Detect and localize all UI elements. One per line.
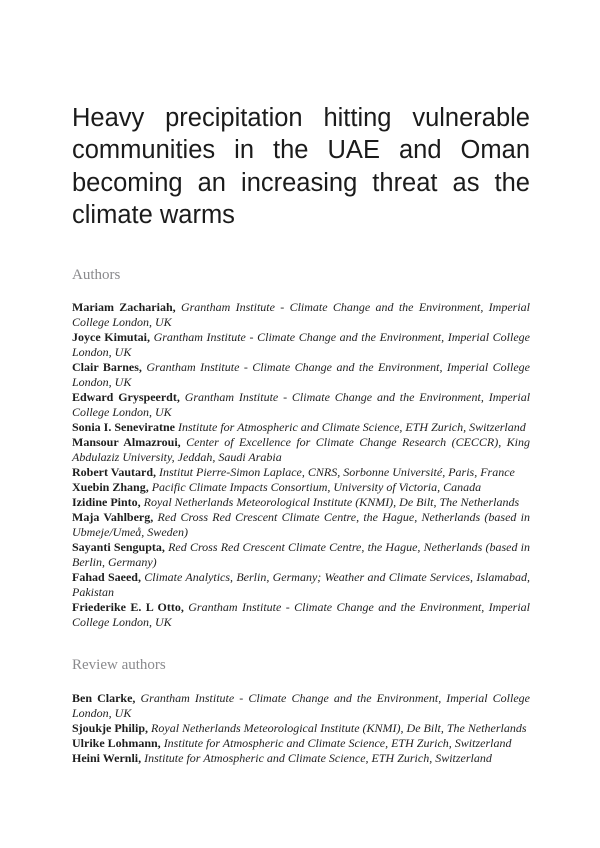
author-affiliation: Institut Pierre-Simon Laplace, CNRS, Sorbonne Université, Paris, France [159, 465, 515, 480]
review-authors-heading: Review authors [72, 657, 166, 674]
author-affiliation: Center of Excellence for Climate Change Research (CECCR), King Abdulaziz University, Jeddah, Saudi Arabia [72, 435, 531, 465]
author-entry [72, 510, 530, 540]
author-affiliation: Grantham Institute - Climate Change and the Environment, Imperial College London, UK [72, 690, 530, 720]
author-affiliation: Institute for Atmospheric and Climate Science, ETH Zurich, Switzerland [178, 420, 526, 435]
author-affiliation: Climate Analytics, Berlin, Germany; Weather and Climate Services, Islamabad, Pakistan [72, 570, 530, 600]
author-name: Xuebin Zhang, [72, 480, 149, 495]
review-authors-list [72, 691, 530, 766]
author-affiliation: Pacific Climate Impacts Consortium, University of Victoria, Canada [151, 480, 482, 495]
author-entry [72, 360, 530, 390]
author-name: Mariam Zachariah, [72, 300, 176, 315]
author-affiliation: Royal Netherlands Meteorological Institute (KNMI), De Bilt, The Netherlands [151, 720, 527, 735]
author-affiliation: Institute for Atmospheric and Climate Science, ETH Zurich, Switzerland [144, 750, 492, 765]
author-affiliation: Grantham Institute - Climate Change and the Environment, Imperial College London, UK [72, 390, 531, 420]
authors-list [72, 300, 530, 630]
author-affiliation: Grantham Institute - Climate Change and the Environment, Imperial College London, UK [72, 300, 531, 330]
page-content [72, 102, 530, 766]
author-entry [72, 330, 530, 360]
author-affiliation: Royal Netherlands Meteorological Institute (KNMI), De Bilt, The Netherlands [143, 495, 520, 510]
author-entry [72, 300, 530, 330]
author-name: Sayanti Sengupta, [72, 540, 165, 555]
review-author-entry [72, 691, 530, 721]
authors-heading: Authors [72, 266, 121, 283]
author-name: Heini Wernli, [72, 750, 142, 765]
author-affiliation: Red Cross Red Crescent Climate Centre, the Hague, Netherlands (based in Ubmeje/Umeå, Sweden) [72, 510, 531, 540]
author-name: Ulrike Lohmann, [72, 735, 161, 750]
author-name: Robert Vautard, [72, 465, 157, 480]
author-name: Maja Vahlberg, [72, 510, 154, 525]
author-entry [72, 480, 530, 495]
author-name: Mansour Almazroui, [72, 435, 181, 450]
author-name: Ben Clarke, [72, 690, 136, 705]
author-name: Clair Barnes, [72, 360, 142, 375]
author-entry [72, 540, 530, 570]
author-name: Izidine Pinto, [72, 495, 141, 510]
author-entry [72, 495, 530, 510]
author-entry [72, 465, 530, 480]
author-entry [72, 600, 530, 630]
author-name: Fahad Saeed, [72, 570, 141, 585]
author-affiliation: Red Cross Red Crescent Climate Centre, the Hague, Netherlands (based in Berlin, Germany) [72, 540, 530, 570]
author-entry [72, 420, 530, 435]
review-author-entry [72, 751, 530, 766]
author-entry [72, 435, 530, 465]
author-name: Friederike E. L Otto, [72, 600, 184, 615]
author-name: Joyce Kimutai, [72, 330, 150, 345]
review-author-entry [72, 736, 530, 751]
review-author-entry [72, 721, 530, 736]
author-name: Sjoukje Philip, [72, 720, 149, 735]
author-affiliation: Grantham Institute - Climate Change and the Environment, Imperial College London, UK [72, 360, 531, 390]
document-title: Heavy precipitation hitting vulnerable communities in the UAE and Oman becoming an increasing threat as the climate warms [72, 104, 530, 230]
author-entry [72, 570, 530, 600]
author-affiliation: Grantham Institute - Climate Change and the Environment, Imperial College London, UK [72, 330, 531, 360]
author-entry [72, 390, 530, 420]
author-affiliation: Institute for Atmospheric and Climate Science, ETH Zurich, Switzerland [163, 735, 512, 750]
author-name: Sonia I. Seneviratne [72, 420, 176, 435]
author-name: Edward Gryspeerdt, [72, 390, 180, 405]
author-affiliation: Grantham Institute - Climate Change and the Environment, Imperial College London, UK [72, 600, 530, 630]
